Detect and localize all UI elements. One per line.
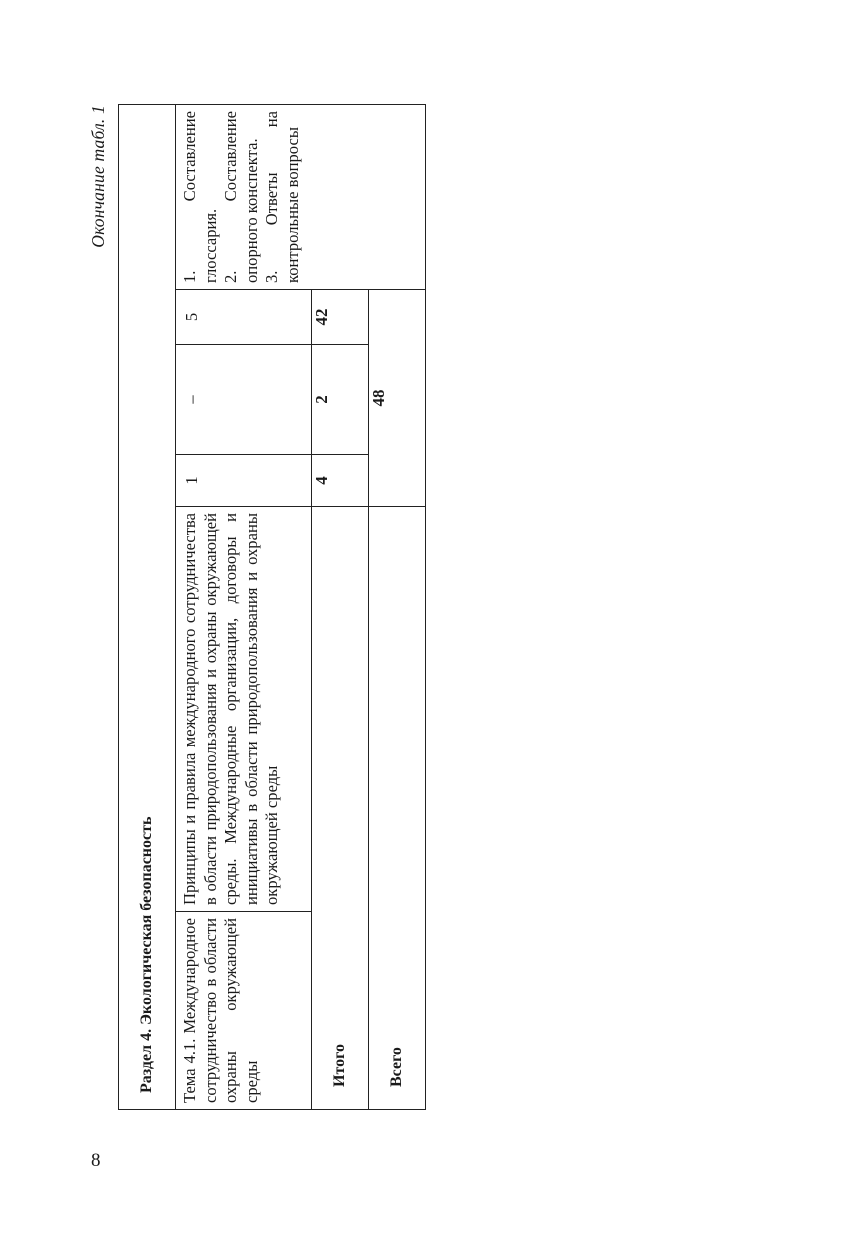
- section-row: [119, 105, 176, 1110]
- vsego-value: 48: [369, 290, 426, 507]
- topic-row: [176, 105, 312, 1110]
- curriculum-table: [118, 104, 426, 1110]
- topic-description: Принципы и правила международного сотрудничества в области природопользования и охраны окружающей среды. Международные организации, договоры и инициативы в области природопользования и охраны окружающей среды: [176, 507, 312, 912]
- page-number: 8: [91, 1150, 101, 1171]
- topic-title: Тема 4.1. Международное сотрудничество в области охраны окружающей среды: [176, 912, 312, 1110]
- itogo-value-1: 4: [312, 455, 369, 507]
- table-caption: Окончание табл. 1: [88, 105, 108, 248]
- itogo-value-3: 42: [312, 290, 369, 345]
- topic-col2: –: [176, 345, 312, 455]
- section-title: Раздел 4. Экологическая безопасность: [119, 105, 176, 1110]
- vsego-label: Всего: [369, 507, 426, 1110]
- topic-col3: 5: [176, 290, 312, 345]
- rotated-table-block: [88, 105, 438, 1110]
- topic-col1: 1: [176, 455, 312, 507]
- itogo-label: Итого: [312, 507, 369, 1110]
- itogo-value-2: 2: [312, 345, 369, 455]
- topic-tasks: 1. Составление глоссария. 2. Составление опорного конспекта. 3. Ответы на контрольные вопросы: [176, 105, 426, 290]
